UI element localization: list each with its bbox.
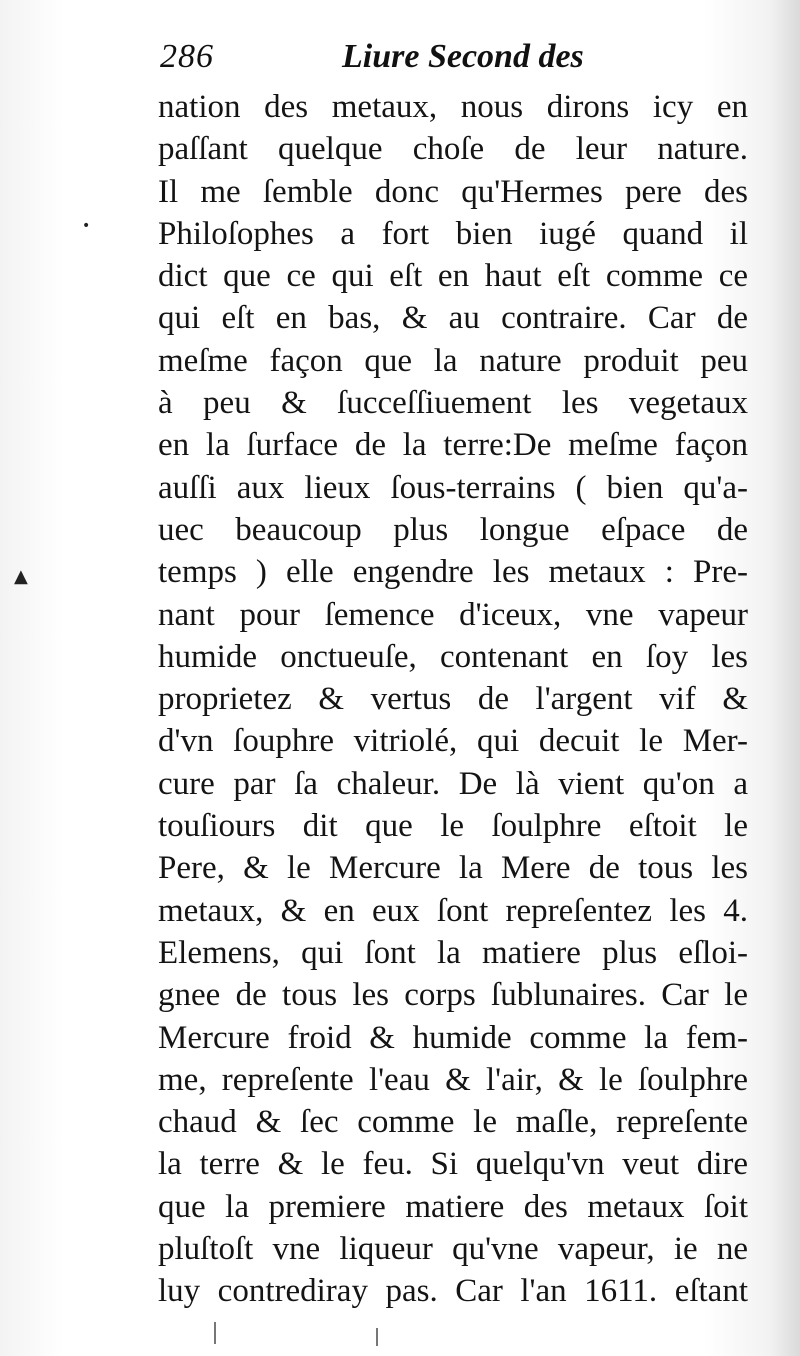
text-line: auſſi aux lieux ſous-terrains ( bien qu'a- — [158, 469, 748, 506]
text-line: cure par ſa chaleur. De là vient qu'on a — [158, 765, 748, 802]
text-line: à peu & ſucceſſiuement les vegetaux — [158, 385, 748, 422]
text-line: humide onctueuſe, contenant en ſoy les — [158, 638, 748, 675]
edge-tick — [214, 1322, 216, 1344]
text-line: que la premiere matiere des metaux ſoit — [158, 1188, 748, 1225]
text-line: temps ) elle engendre les metaux : Pre- — [158, 554, 748, 591]
running-head: Liure Second des — [342, 38, 584, 75]
edge-tick — [376, 1328, 378, 1346]
margin-arrow-mark: ▲ — [14, 566, 28, 587]
margin-dot-mark: • — [82, 218, 91, 234]
text-line: en la ſurface de la terre:De meſme façon — [158, 427, 748, 464]
text-line: Pere, & le Mercure la Mere de tous les — [158, 850, 748, 887]
text-line: uec beaucoup plus longue eſpace de — [158, 511, 748, 548]
text-line: me, repreſente l'eau & l'air, & le ſoulphre — [158, 1061, 748, 1098]
text-line: paſſant quelque choſe de leur nature. — [158, 131, 748, 168]
text-line: nation des metaux, nous dirons icy en — [158, 89, 748, 125]
text-line: Mercure froid & humide comme la fem- — [158, 1019, 748, 1056]
text-line: luy contrediray pas. Car l'an 1611. eſtant — [158, 1273, 748, 1310]
text-line: Il me ſemble donc qu'Hermes pere des — [158, 173, 748, 210]
page-header — [160, 38, 760, 88]
text-line: la terre & le feu. Si quelqu'vn veut dire — [158, 1146, 748, 1183]
text-line: meſme façon que la nature produit peu — [158, 342, 748, 379]
text-line: proprietez & vertus de l'argent vif & — [158, 681, 748, 718]
body-text — [158, 86, 758, 1313]
text-line: nant pour ſemence d'iceux, vne vapeur — [158, 596, 748, 633]
text-line: touſiours dit que le ſoulphre eſtoit le — [158, 808, 748, 845]
page-number: 286 — [160, 38, 214, 75]
text-line: metaux, & en eux ſont repreſentez les 4. — [158, 892, 748, 929]
text-line: Elemens, qui ſont la matiere plus eſloi- — [158, 934, 748, 971]
text-line: pluſtoſt vne liqueur qu'vne vapeur, ie ne — [158, 1231, 748, 1268]
page-bottom-edge — [0, 1318, 800, 1356]
page-edge-shadow — [770, 0, 800, 1356]
text-line: d'vn ſouphre vitriolé, qui decuit le Mer- — [158, 723, 748, 760]
text-line: dict que ce qui eſt en haut eſt comme ce — [158, 258, 748, 295]
text-line: qui eſt en bas, & au contraire. Car de — [158, 300, 748, 337]
text-line: gnee de tous les corps ſublunaires. Car le — [158, 977, 748, 1014]
text-line: chaud & ſec comme le maſle, repreſente — [158, 1104, 748, 1141]
text-line: Philoſophes a fort bien iugé quand il — [158, 215, 748, 252]
